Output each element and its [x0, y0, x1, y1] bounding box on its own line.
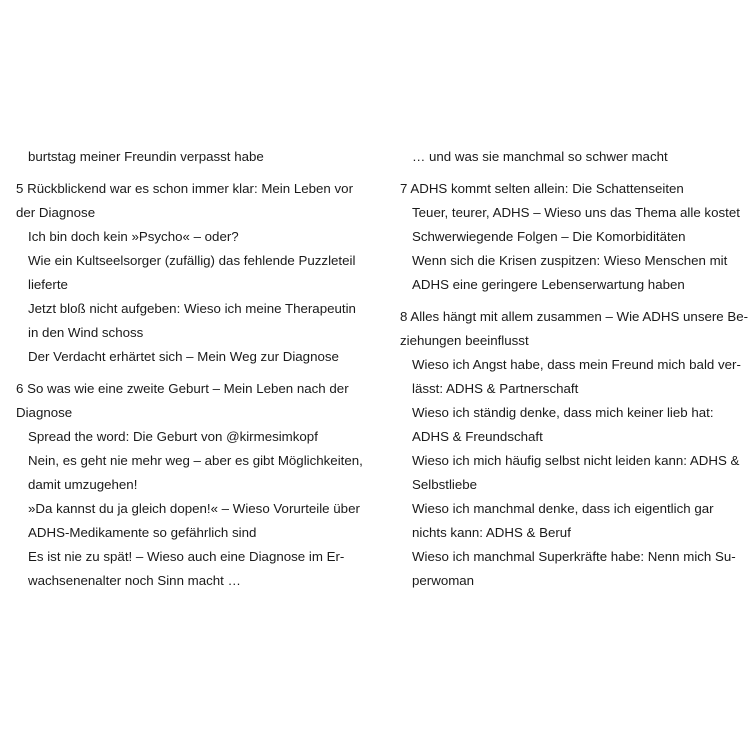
chapter-heading: der Diagnose [16, 205, 96, 220]
toc-entry: Schwerwiegende Folgen – Die Komorbiditäten [412, 229, 686, 244]
spacer [400, 297, 750, 305]
chapter-heading: 5 Rückblickend war es schon immer klar: Mein Leben vor [16, 181, 353, 196]
toc-entry: wachsenenalter noch Sinn macht … [28, 573, 241, 588]
toc-entry: Wieso ich mich häufig selbst nicht leiden kann: ADHS & [412, 453, 740, 468]
chapter-heading: Diagnose [16, 405, 73, 420]
toc-entry: perwoman [412, 573, 475, 588]
chapter-heading: 7 ADHS kommt selten allein: Die Schattenseiten [400, 181, 684, 196]
toc-entry: Wieso ich manchmal Superkräfte habe: Nenn mich Su- [412, 549, 736, 564]
toc-column-right [400, 145, 750, 593]
toc-entry: ADHS eine geringere Lebenserwartung haben [412, 277, 685, 292]
toc-entry: Wieso ich manchmal denke, dass ich eigentlich gar [412, 501, 714, 516]
spacer [16, 169, 366, 177]
spacer [400, 169, 750, 177]
toc-entry: Wieso ich Angst habe, dass mein Freund mich bald ver- [412, 357, 741, 372]
toc-entry: Wie ein Kultseelsorger (zufällig) das fehlende Puzzleteil [28, 253, 356, 268]
toc-entry-continuation: burtstag meiner Freundin verpasst habe [28, 149, 264, 164]
chapter-heading: 6 So was wie eine zweite Geburt – Mein Leben nach der [16, 381, 349, 396]
toc-entry: Jetzt bloß nicht aufgeben: Wieso ich meine Therapeutin [28, 301, 356, 316]
toc-entry: Nein, es geht nie mehr weg – aber es gibt Möglichkeiten, [28, 453, 363, 468]
chapter-heading: ziehungen beeinflusst [400, 333, 529, 348]
toc-entry: Es ist nie zu spät! – Wieso auch eine Diagnose im Er- [28, 549, 345, 564]
toc-entry: Spread the word: Die Geburt von @kirmesimkopf [28, 429, 318, 444]
toc-entry: Wieso ich ständig denke, dass mich keiner lieb hat: [412, 405, 714, 420]
toc-entry: lässt: ADHS & Partnerschaft [412, 381, 579, 396]
toc-entry: Wenn sich die Krisen zuspitzen: Wieso Menschen mit [412, 253, 728, 268]
toc-entry: Ich bin doch kein »Psycho« – oder? [28, 229, 239, 244]
toc-entry: damit umzugehen! [28, 477, 138, 492]
toc-entry: ADHS & Freundschaft [412, 429, 543, 444]
toc-entry: nichts kann: ADHS & Beruf [412, 525, 571, 540]
spacer [16, 369, 366, 377]
toc-entry: in den Wind schoss [28, 325, 144, 340]
toc-entry: Selbstliebe [412, 477, 478, 492]
toc-entry: Teuer, teurer, ADHS – Wieso uns das Thema alle kostet [412, 205, 740, 220]
chapter-heading: 8 Alles hängt mit allem zusammen – Wie ADHS unsere Be- [400, 309, 749, 324]
toc-entry: ADHS-Medikamente so gefährlich sind [28, 525, 257, 540]
toc-entry: lieferte [28, 277, 68, 292]
toc-entry: »Da kannst du ja gleich dopen!« – Wieso Vorurteile über [28, 501, 360, 516]
toc-entry: Der Verdacht erhärtet sich – Mein Weg zur Diagnose [28, 349, 339, 364]
toc-entry-continuation: … und was sie manchmal so schwer macht [412, 149, 668, 164]
toc-column-left [16, 145, 366, 593]
